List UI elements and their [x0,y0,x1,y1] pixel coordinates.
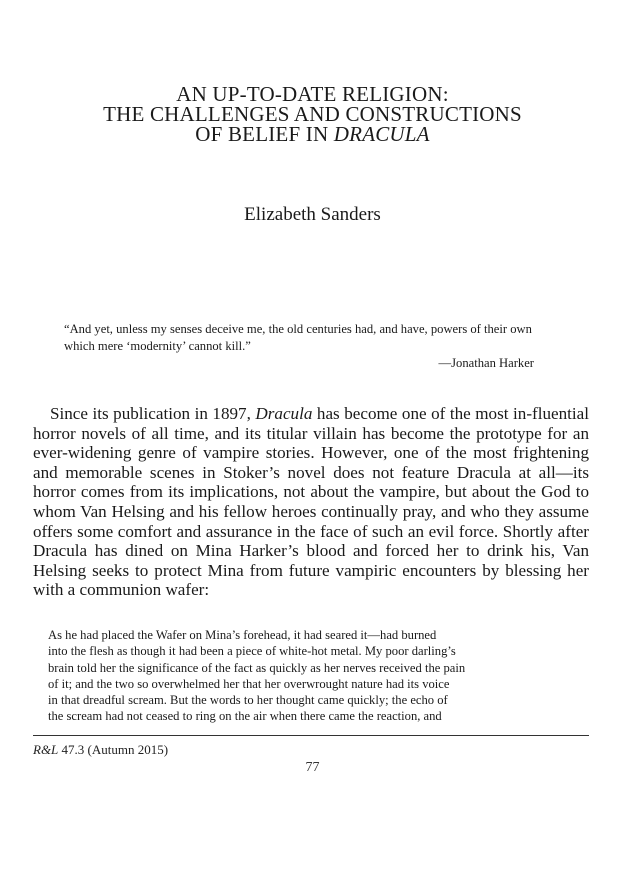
block-quote-line: into the flesh as though it had been a piece of white-hot metal. My poor darling’s [48,644,456,659]
journal-abbrev: R&L [33,742,59,757]
epigraph-text: “And yet, unless my senses deceive me, the old centuries had, and have, powers of their own which mere ‘modernity’ cannot kill.” [64,322,532,353]
block-quote-line: brain told her the significance of the fact as quickly as her nerves received the pain [48,660,466,675]
body-text-before: Since its publication in 1897, [50,404,256,423]
title-line-1: AN UP-TO-DATE RELIGION: [176,82,449,106]
body-text-after: has become one of the most in-fluential horror novels of all time, and its titular villain has become the prototype for an ever-widening genre of vampire stories. However, one of the most frightening and memorable scenes in Stoker’s novel does not feature Dracula at all—its horror comes from its implications, not about the vampire, but about the God to whom Van Helsing and his fellow heroes continually pray, and who they assume offers some comfort and assurance in the face of such an evil force. Shortly after Dracula has dined on Mina Harker’s blood and forced her to drink his, Van Helsing seeks to protect Mina from future vampiric encounters by blessing her with a communion wafer: [33,404,589,600]
journal-issue: 47.3 (Autumn 2015) [58,742,169,757]
body-paragraph [33,404,589,600]
block-quote-line: of it; and the two so overwhelmed her that her overwrought nature had its voice [48,676,450,691]
epigraph [64,321,534,372]
author-name: Elizabeth Sanders [244,204,381,225]
article-title [0,84,625,144]
block-quote-line: the scream had not ceased to ring on the air when there came the reaction, and [48,709,442,724]
journal-citation [33,742,168,758]
block-quote [48,627,570,725]
body-italic-title: Dracula [255,404,313,423]
footer-divider [33,735,589,736]
page-number: 77 [305,760,320,775]
title-line-3-prefix: OF BELIEF IN [195,122,334,146]
block-quote-line: As he had placed the Wafer on Mina’s forehead, it had seared it—had burned [48,628,437,642]
title-line-2: THE CHALLENGES AND CONSTRUCTIONS [103,102,522,126]
epigraph-attribution: —Jonathan Harker [438,356,534,370]
title-italic-dracula: DRACULA [333,122,430,146]
title-line-3 [0,124,625,144]
block-quote-line: in that dreadful scream. But the words to her thought came quickly; the echo of [48,693,448,708]
